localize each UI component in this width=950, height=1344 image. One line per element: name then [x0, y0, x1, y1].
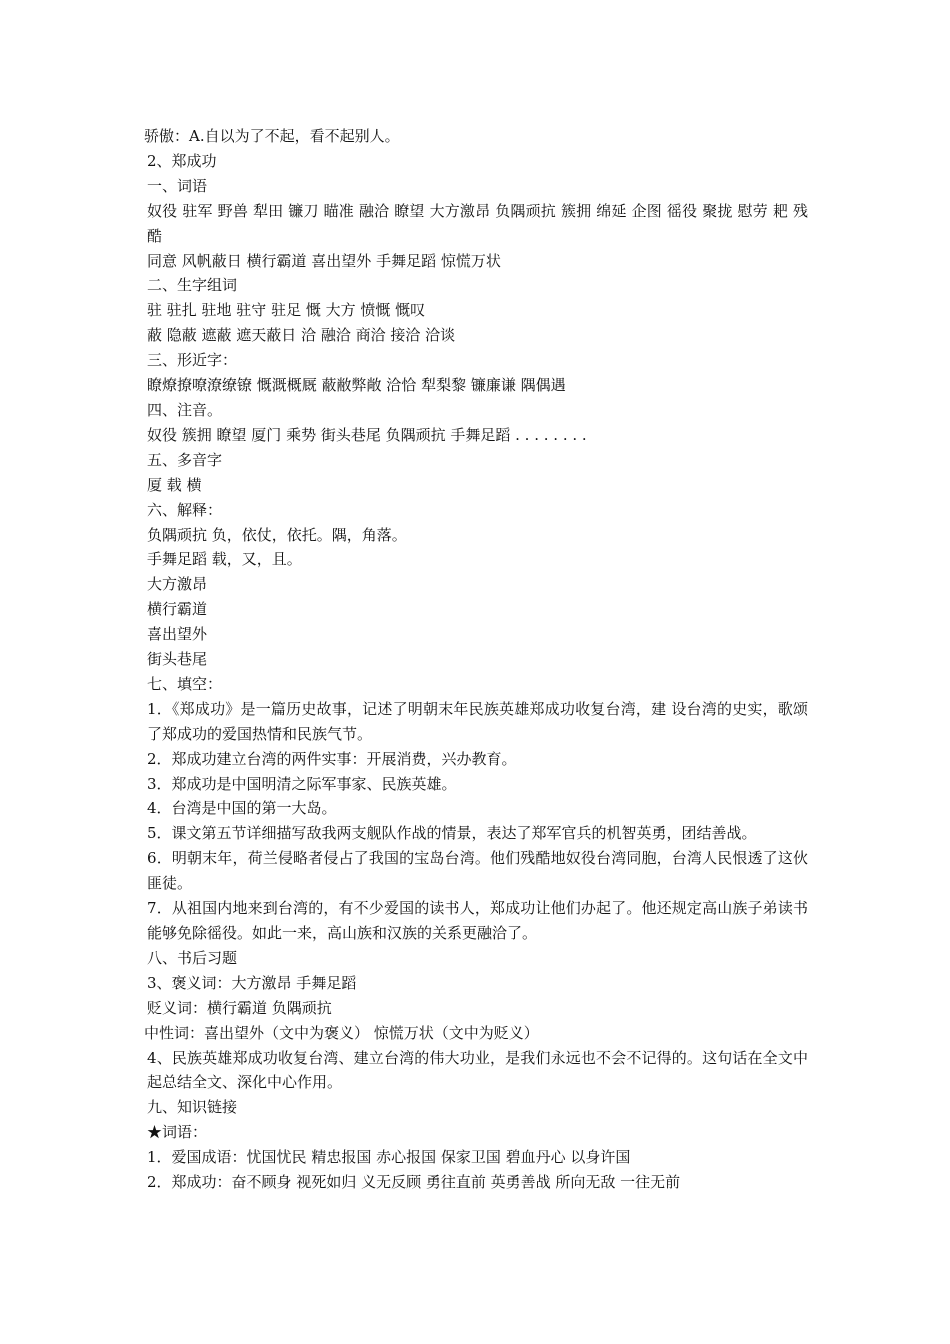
- text-line: 中性词：喜出望外（文中为褒义） 惊慌万状（文中为贬义）: [144, 1023, 539, 1042]
- text-line: 同意 风帆蔽日 横行霸道 喜出望外 手舞足蹈 惊慌万状: [147, 251, 501, 270]
- text-line: 负隅顽抗 负，依仗，依托。隅，角落。: [147, 525, 407, 544]
- text-line: 大方激昂: [147, 575, 208, 594]
- section-heading: 五、多音字: [147, 450, 223, 469]
- list-item: 1．《郑成功》是一篇历史故事，记述了明朝末年民族英雄郑成功收复台湾，建 设台湾的史实，歌颂了郑成功的爱国热情和民族气节。: [147, 699, 808, 743]
- text-line: 瞭燎撩嘹潦缭镣 慨溉概厩 蔽敝弊敞 洽恰 犁梨黎 镰廉谦 隅偶遇: [147, 376, 566, 395]
- text-line: 横行霸道: [147, 600, 208, 619]
- section-heading: 一、词语: [147, 176, 208, 195]
- list-item: 2．郑成功：奋不顾身 视死如归 义无反顾 勇往直前 英勇善战 所向无敌 一往无前: [147, 1173, 681, 1192]
- text-line: 手舞足蹈 载，又，且。: [147, 550, 302, 569]
- text-line: 蔽 隐蔽 遮蔽 遮天蔽日 洽 融洽 商洽 接洽 洽谈: [147, 326, 456, 345]
- list-item: 7．从祖国内地来到台湾的，有不少爱国的读书人，郑成功让他们办起了。他还规定高山族子弟读书能够免除徭役。如此一来，高山族和汉族的关系更融洽了。: [147, 899, 808, 942]
- section-heading: 三、形近字：: [147, 351, 238, 370]
- section-title: 2、郑成功: [147, 151, 217, 170]
- text-line: 奴役 簇拥 瞭望 厦门 乘势 街头巷尾 负隅顽抗 手舞足蹈 . . . . . . . .: [147, 425, 587, 444]
- list-item: 5．课文第五节详细描写敌我两支舰队作战的情景，表达了郑军官兵的机智英勇，团结善战。: [147, 824, 757, 843]
- text-line: 厦 载 横: [147, 475, 202, 494]
- text-line: 喜出望外: [147, 625, 208, 644]
- text-line: 街头巷尾: [147, 650, 208, 669]
- section-heading: 八、书后习题: [147, 948, 238, 967]
- text-line: 贬义词：横行霸道 负隅顽抗: [147, 998, 332, 1017]
- text-line: 4、民族英雄郑成功收复台湾、建立台湾的伟大功业，是我们永远也不会不记得的。这句话在全文中起总结全文、深化中心作用。: [147, 1048, 808, 1092]
- text-line: 驻 驻扎 驻地 驻守 驻足 慨 大方 愤慨 慨叹: [147, 301, 426, 320]
- list-item: 6．明朝末年，荷兰侵略者侵占了我国的宝岛台湾。他们残酷地奴役台湾同胞，台湾人民恨透了这伙匪徒。: [147, 849, 808, 893]
- section-heading: 二、生字组词: [147, 276, 238, 295]
- section-heading: 七、填空：: [147, 674, 223, 693]
- text-line: ★词语：: [147, 1123, 208, 1142]
- document-body: [144, 124, 808, 1195]
- list-item: 3．郑成功是中国明清之际军事家、民族英雄。: [147, 774, 457, 793]
- section-heading: 六、解释：: [147, 500, 223, 519]
- text-line: 奴役 驻军 野兽 犁田 镰刀 瞄准 融洽 瞭望 大方激昂 负隅顽抗 簇拥 绵延 企图 徭役 聚拢 慰劳 耙 残酷: [147, 201, 808, 245]
- text-line: 骄傲：A.自以为了不起，看不起别人。: [144, 127, 400, 145]
- section-heading: 四、注音。: [147, 400, 223, 419]
- list-item: 1．爱国成语：忧国忧民 精忠报国 赤心报国 保家卫国 碧血丹心 以身许国: [147, 1148, 631, 1167]
- list-item: 2．郑成功建立台湾的两件实事：开展消费，兴办教育。: [147, 749, 517, 768]
- section-heading: 九、知识链接: [147, 1098, 238, 1117]
- list-item: 4．台湾是中国的第一大岛。: [147, 799, 337, 818]
- text-line: 3、褒义词：大方激昂 手舞足蹈: [147, 973, 357, 992]
